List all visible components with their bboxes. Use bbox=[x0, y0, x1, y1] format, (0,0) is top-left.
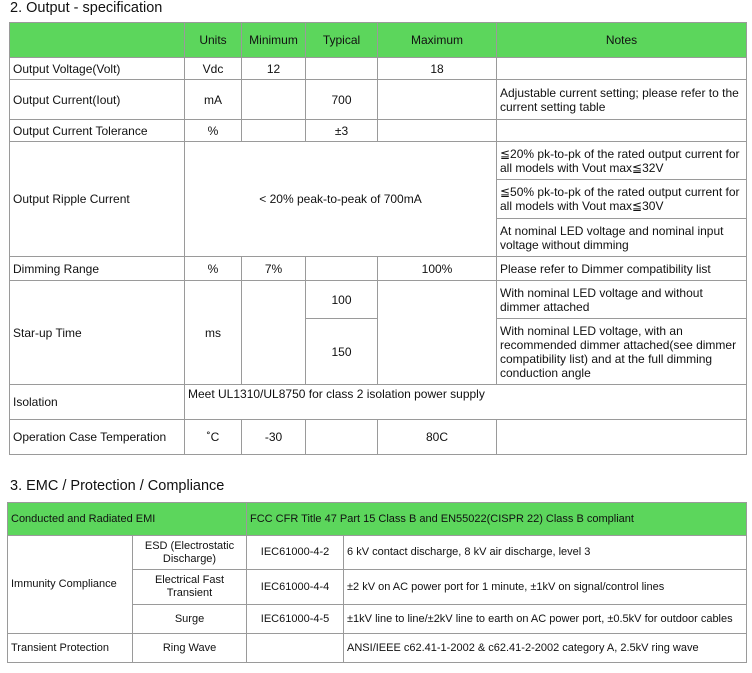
maximum-cell: 18 bbox=[378, 58, 497, 80]
notes-cell: At nominal LED voltage and nominal input voltage without dimming bbox=[497, 219, 747, 257]
header-minimum: Minimum bbox=[242, 23, 306, 58]
notes-cell: Adjustable current setting; please refer to the current setting table bbox=[497, 80, 747, 120]
notes-cell: ≦50% pk-to-pk of the rated output current for all models with Vout max≦30V bbox=[497, 180, 747, 219]
typical-cell: 100 bbox=[306, 281, 378, 319]
test-name: Ring Wave bbox=[133, 634, 247, 663]
test-name: Surge bbox=[133, 605, 247, 634]
ripple-value: < 20% peak-to-peak of 700mA bbox=[185, 142, 497, 257]
minimum-cell: 12 bbox=[242, 58, 306, 80]
header-notes: Notes bbox=[497, 23, 747, 58]
table-row bbox=[10, 142, 747, 180]
units-cell: % bbox=[185, 257, 242, 281]
description-cell: ANSI/IEEE c62.41-1-2002 & c62.41-2-2002 category A, 2.5kV ring wave bbox=[344, 634, 747, 663]
row-label: Output Ripple Current bbox=[10, 142, 185, 257]
minimum-cell: -30 bbox=[242, 420, 306, 455]
table-row bbox=[10, 281, 747, 319]
maximum-cell: 80C bbox=[378, 420, 497, 455]
isolation-value: Meet UL1310/UL8750 for class 2 isolation power supply bbox=[185, 385, 747, 420]
table-row bbox=[8, 634, 747, 663]
section-3-title: 3. EMC / Protection / Compliance bbox=[10, 478, 225, 494]
table-row bbox=[10, 58, 747, 80]
section-2-title: 2. Output - specification bbox=[10, 0, 163, 16]
emc-table bbox=[7, 502, 747, 663]
output-spec-table bbox=[9, 22, 747, 455]
units-cell: ms bbox=[185, 281, 242, 385]
table-row bbox=[10, 80, 747, 120]
standard-cell: IEC61000-4-4 bbox=[247, 570, 344, 605]
typical-cell: 700 bbox=[306, 80, 378, 120]
table-row bbox=[10, 420, 747, 455]
emi-label: Conducted and Radiated EMI bbox=[8, 503, 247, 536]
immunity-label: Immunity Compliance bbox=[8, 536, 133, 634]
description-cell: ±2 kV on AC power port for 1 minute, ±1kV on signal/control lines bbox=[344, 570, 747, 605]
table-row bbox=[8, 536, 747, 570]
table-row bbox=[10, 257, 747, 281]
notes-cell: ≦20% pk-to-pk of the rated output current for all models with Vout max≦32V bbox=[497, 142, 747, 180]
units-cell: mA bbox=[185, 80, 242, 120]
units-cell: ˚C bbox=[185, 420, 242, 455]
minimum-cell: 7% bbox=[242, 257, 306, 281]
table-row bbox=[10, 385, 747, 420]
typical-cell: ±3 bbox=[306, 120, 378, 142]
typical-cell: 150 bbox=[306, 319, 378, 385]
row-label: Star-up Time bbox=[10, 281, 185, 385]
row-label: Dimming Range bbox=[10, 257, 185, 281]
table-row bbox=[10, 120, 747, 142]
row-label: Output Current Tolerance bbox=[10, 120, 185, 142]
row-label: Operation Case Temperation bbox=[10, 420, 185, 455]
row-label: Output Current(Iout) bbox=[10, 80, 185, 120]
units-cell: Vdc bbox=[185, 58, 242, 80]
row-label: Isolation bbox=[10, 385, 185, 420]
transient-label: Transient Protection bbox=[8, 634, 133, 663]
standard-cell: IEC61000-4-5 bbox=[247, 605, 344, 634]
description-cell: ±1kV line to line/±2kV line to earth on AC power port, ±0.5kV for outdoor cables bbox=[344, 605, 747, 634]
header-units: Units bbox=[185, 23, 242, 58]
header-maximum: Maximum bbox=[378, 23, 497, 58]
maximum-cell: 100% bbox=[378, 257, 497, 281]
units-cell: % bbox=[185, 120, 242, 142]
test-name: ESD (Electrostatic Discharge) bbox=[133, 536, 247, 570]
header-typical: Typical bbox=[306, 23, 378, 58]
emi-value: FCC CFR Title 47 Part 15 Class B and EN55022(CISPR 22) Class B compliant bbox=[247, 503, 747, 536]
description-cell: 6 kV contact discharge, 8 kV air discharge, level 3 bbox=[344, 536, 747, 570]
standard-cell: IEC61000-4-2 bbox=[247, 536, 344, 570]
notes-cell: With nominal LED voltage and without dimmer attached bbox=[497, 281, 747, 319]
notes-cell: Please refer to Dimmer compatibility list bbox=[497, 257, 747, 281]
test-name: Electrical Fast Transient bbox=[133, 570, 247, 605]
row-label: Output Voltage(Volt) bbox=[10, 58, 185, 80]
notes-cell: With nominal LED voltage, with an recommended dimmer attached(see dimmer compatibility list) and at the full dimming conduction angle bbox=[497, 319, 747, 385]
